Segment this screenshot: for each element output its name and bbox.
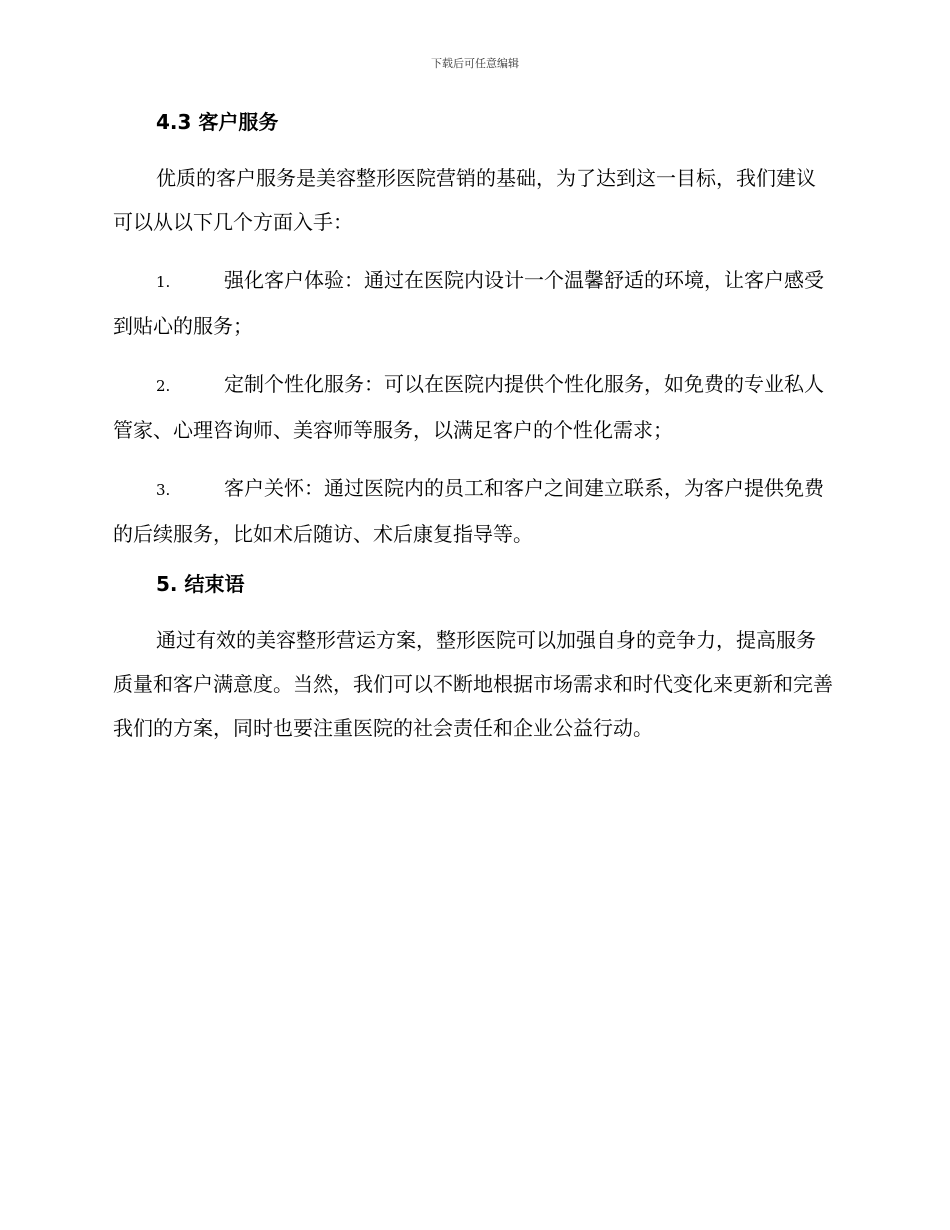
list-item-text: 强化客户体验：通过在医院内设计一个温馨舒适的环境，让客户感受到贴心的服务； xyxy=(113,268,824,338)
list-item xyxy=(113,258,833,348)
list-item-number: 2. xyxy=(156,377,171,395)
list-item xyxy=(113,362,833,452)
customer-service-intro: 优质的客户服务是美容整形医院营销的基础，为了达到这一目标，我们建议可以从以下几个方面入手： xyxy=(113,166,816,234)
section-heading-conclusion: 5. 结束语 xyxy=(156,572,245,596)
list-item-number: 3. xyxy=(156,481,171,499)
list-item xyxy=(113,466,833,556)
list-item-number: 1. xyxy=(156,273,171,291)
section-heading-customer-service: 4.3 客户服务 xyxy=(156,110,279,134)
list-item-text: 客户关怀：通过医院内的员工和客户之间建立联系，为客户提供免费的后续服务，比如术后随访、术后康复指导等。 xyxy=(113,476,824,546)
list-item-text: 定制个性化服务：可以在医院内提供个性化服务，如免费的专业私人管家、心理咨询师、美容师等服务，以满足客户的个性化需求； xyxy=(113,372,824,442)
page-header-note: 下载后可任意编辑 xyxy=(431,57,519,70)
conclusion-body: 通过有效的美容整形营运方案，整形医院可以加强自身的竞争力，提高服务质量和客户满意度。当然，我们可以不断地根据市场需求和时代变化来更新和完善我们的方案，同时也要注重医院的社会责任和企业公益行动。 xyxy=(113,628,833,740)
document-body xyxy=(113,108,833,764)
